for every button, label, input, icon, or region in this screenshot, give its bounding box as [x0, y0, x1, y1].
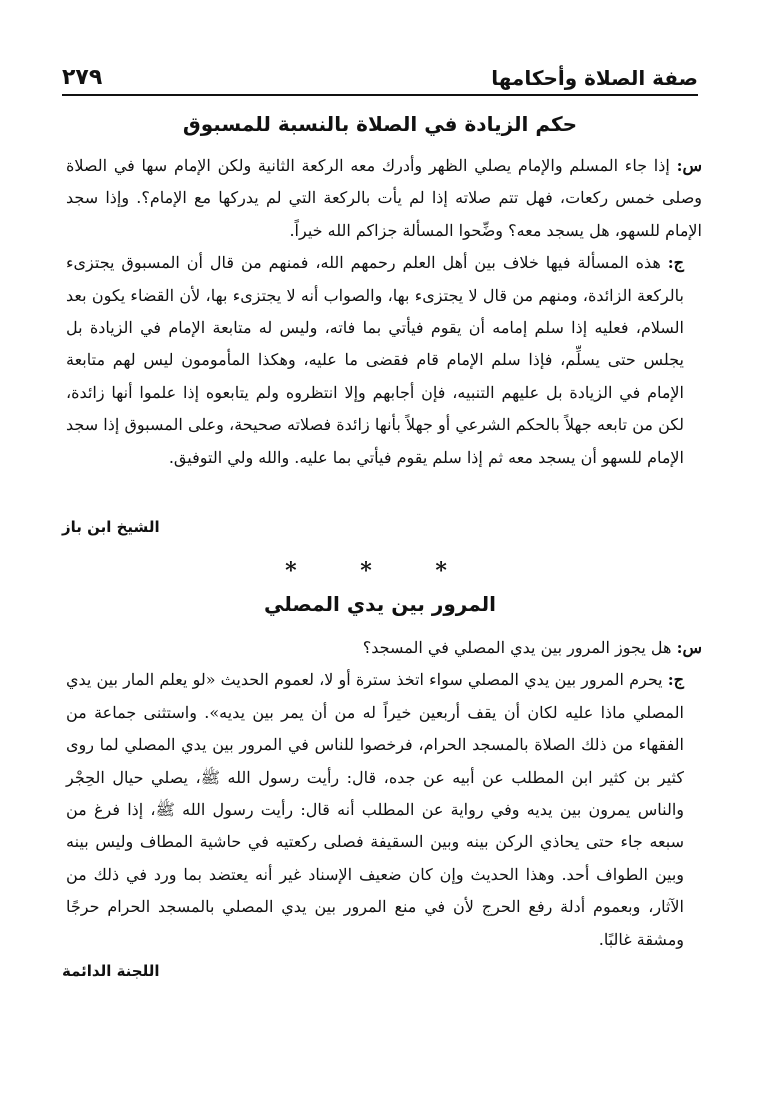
- answer-paragraph: [66, 664, 702, 956]
- page-number: ٢٧٩: [62, 65, 103, 90]
- page-header: [62, 58, 698, 96]
- answer-text: هذه المسألة فيها خلاف بين أهل العلم رحمهم الله، فمنهم من قال أن المسبوق يجتزىء بالركعة الزائدة، ومنهم من قال لا يجتزىء بها، والصواب أنه لا يجتزىء بها، لأن القضاء يكون بعد السلام، فعليه إذا سلم إمامه أن يقوم فيأتي بما فاته، وليس له متابعة الإمام في الزيادة بل يجلس حتى يسلِّم، فإذا سلم الإمام قام فقضى ما عليه، وهكذا المأمومون ليس لهم متابعة الإمام في الزيادة بل عليهم التنبيه، فإن أجابهم وإلا انتظروه ولم يتابعوه إذا علموا أنها زائدة، لكن من تابعه جهلاً بالحكم الشرعي أو جهلاً بأنها زائدة فصلاته صحيحة، وعلى المسبوق إذا سجد الإمام للسهو أن يسجد معه ثم إذا سلم يقوم فيأتي بما عليه. والله ولي التوفيق.: [66, 253, 684, 467]
- question-label: س:: [676, 638, 702, 657]
- signature-2: اللجنة الدائمة: [62, 962, 160, 980]
- question-text: هل يجوز المرور بين يدي المصلي في المسجد؟: [362, 638, 672, 657]
- section-title-1: حكم الزيادة في الصلاة بالنسبة للمسبوق: [182, 112, 578, 136]
- question-paragraph: [66, 150, 702, 247]
- section-title-2: المرور بين يدي المصلي: [264, 592, 496, 616]
- question-label: س:: [676, 156, 702, 175]
- section1-body: [66, 150, 702, 474]
- answer-label: ج:: [667, 253, 684, 273]
- answer-label: ج:: [667, 670, 684, 690]
- question-text: إذا جاء المسلم والإمام يصلي الظهر وأدرك معه الركعة الثانية ولكن الإمام سها في الصلاة وصلى خمس ركعات، فهل تتم صلاته إذا لم يأت بالركعة التي لم يدركها مع الإمام؟. وإذا سجد الإمام للسهو، هل يسجد معه؟ وضِّحوا المسألة جزاكم الله خيراً.: [66, 156, 702, 240]
- section-separator: * * *: [285, 558, 475, 584]
- answer-paragraph: [66, 247, 702, 474]
- signature-1: الشيخ ابن باز: [62, 518, 160, 536]
- question-paragraph: [66, 632, 702, 664]
- answer-text: يحرم المرور بين يدي المصلي سواء اتخذ سترة أو لا، لعموم الحديث «لو يعلم المار بين يدي المصلي ماذا عليه لكان أن يقف أربعين خيراً له من أن يمر بين يديه». واستثنى جماعة من الفقهاء من ذلك الصلاة بالمسجد الحرام، فرخصوا للناس في المرور بين يدي المصلي لما روى كثير بن كثير ابن المطلب عن أبيه عن جده، قال: رأيت رسول الله ﷺ، يصلي حيال الحِجْر والناس يمرون بين يديه وفي رواية عن المطلب أنه قال: رأيت رسول الله ﷺ، إذا فرغ من سبعه جاء حتى يحاذي الركن بينه وبين السقيفة فصلى ركعتيه في حاشية المطاف وليس بينه وبين الطواف أحد. وهذا الحديث وإن كان ضعيف الإسناد غير أنه يعتضد بما ورد في ذلك من الآثار، وبعموم أدلة رفع الحرج لأن في منع المرور بين يدي المصلي بالمسجد الحرام حرجًا ومشقة غالبًا.: [66, 670, 685, 949]
- running-title: صفة الصلاة وأحكامها: [491, 66, 698, 90]
- section2-body: [66, 632, 702, 956]
